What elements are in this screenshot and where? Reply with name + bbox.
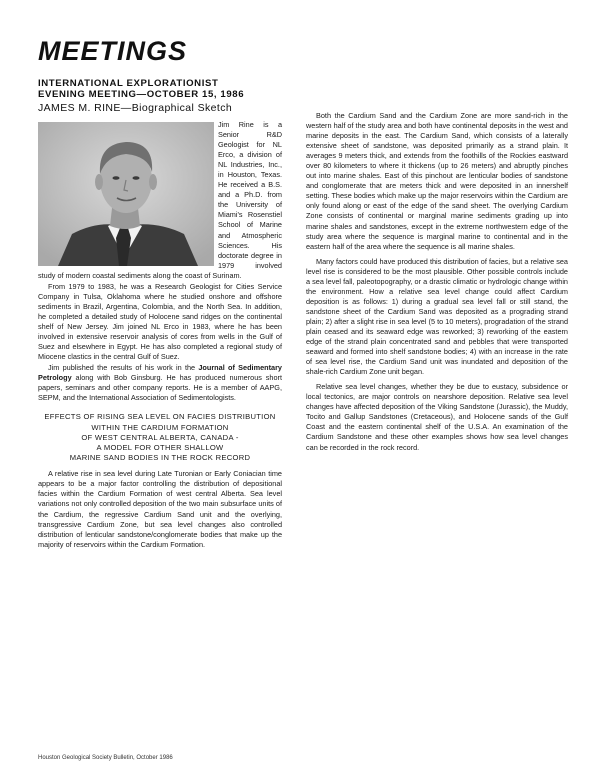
bio-paragraph-1: Jim Rine is a Senior R&D Geologist for NL Erco, a division of NL Industries, Inc., in Houston, Texas. He received a B.S. and a Ph.D. from the University of Miami's Rosenstiel School of Marine and Atmospheric Sciences. His doctorate degree in 1979 involved study of modern coastal sediments along the coast of Surinam. (38, 120, 282, 280)
paper-title-line-3: OF WEST CENTRAL ALBERTA, CANADA - (81, 432, 239, 442)
paper-title (38, 412, 282, 463)
abstract-paragraph-2: Both the Cardium Sand and the Cardium Zone are more sand-rich in the western half of the study area and both have continental deposits in the west and marine deposits in the east. The Cardium Sand, which consists of a laterally extensive sheet of sandstone, was deposited primarily as a strand plain. It averages 9 meters thick, and extends from the foothills of the Rockies eastward over 80 kilometers to where it thickens (up to 26 meters) and abruptly pinches out into marine shales. East of this pinchout are lenticular bodies of sandstone and conglomerate that are meters thick and were deposited in an innershelf setting. These bodies which make up the major reservoirs within the Cardium are only found along or east of the edge of the sand sheet. The overlying Cardium Zone consists of continental or marginal marine sediments grading up into marine shales and sandstones, except in the extreme northwestern edge of the study area where the sequence is marginal marine to continental and in the eastern half of the area where the sequence is all marine shales. (306, 111, 568, 251)
event-title-line-2: EVENING MEETING—OCTOBER 15, 1986 (38, 89, 245, 100)
left-column (38, 120, 282, 550)
author-heading: JAMES M. RINE—Biographical Sketch (38, 102, 233, 114)
paper-title-line-1: EFFECTS OF RISING SEA LEVEL ON FACIES DISTRIBUTION (44, 412, 276, 422)
paper-title-line-5: MARINE SAND BODIES IN THE ROCK RECORD (69, 453, 251, 463)
photo-wrap-spacer (38, 120, 218, 268)
bio-paragraph-3-text-a: Jim published the results of his work in the (48, 363, 199, 373)
paper-title-line-2: WITHIN THE CARDIUM FORMATION (91, 422, 229, 432)
bio-paragraph-3 (38, 363, 282, 403)
section-title: MEETINGS (38, 36, 188, 66)
paper-title-line-4: A MODEL FOR OTHER SHALLOW (96, 442, 224, 452)
abstract-paragraph-3: Many factors could have produced this distribution of facies, but a relative sea level rise is considered to be the most plausible. Other possible controls include a sea level fall, paleotopography, or a drastic climatic or hydrologic change within the environment. How a relative sea level change could affect Cardium deposition is as follows: 1) during a gradual sea level fall or still stand, the sandstone sheet of the Cardium Sand was deposited as a prograding strand plain; 2) after a slight rise in sea level (5 to 10 meters), progradation of the strand plain ceased and its seaward edge was reworked; 3) reworking of the eastern edge of the strand plain concentrated sand and pebbles that were transported seaward and formed into shelf sandstone bodies; 4) with an increase in the rate of sea level rise, the Cardium Sand unit was inundated and deposition of the shale-rich Cardium Zone unit began. (306, 256, 568, 377)
event-title-line-1: INTERNATIONAL EXPLORATIONIST (38, 78, 219, 89)
right-column (306, 111, 568, 453)
bio-paragraph-2: From 1979 to 1983, he was a Research Geologist for Cities Service Company in Tulsa, Oklahoma where he studied onshore and offshore sediments in Brazil, Argentina, Colombia, and the North Sea. In addition, he completed a detailed study of Holocene sand ridges on the continental shelf of New Jersey. Jim joined NL Erco in 1983, where he has been involved in extensive reservoir analysis of cores from wells in the Gulf of Suez and elsewhere in Egypt. He has also completed a regional study of Miocene clastics in the central Gulf of Suez. (38, 281, 282, 362)
abstract-paragraph-1: A relative rise in sea level during Late Turonian or Early Coniacian time appears to be a major factor controlling the distribution of depositional facies within the Cardium Formation of west central Alberta. Sea level variations not only controlled deposition of the two main subsurface units of the Cardium, the regressive Cardium Sand unit and the overlying, transgressive Cardium Zone, but sea level changes also controlled distribution of lenticular sandstone/conglomerate bodies that make up the majority of reservoirs within the Cardium Formation. (38, 469, 282, 549)
bio-paragraph-3-text-b: along with Bob Ginsburg. He has produced numerous short papers, seminars and other company reports. He is a member of AAPG, SEPM, and the International Association of Sedimentologists. (38, 373, 282, 403)
abstract-paragraph-4: Relative sea level changes, whether they be due to eustacy, subsidence or local tectonics, are major controls on nearshore deposition. Relative sea level changes have affected deposition of the Viking Sandstone (Jurassic), the Muddy, Tocito and Gallup Sandstones (Cretaceous), and Holocene sands of the Gulf Coast and the eastern continental shelf of the U.S.A. An examination of the Cardium Sandstone and these other examples shows how sea level changes can be recorded in the rock record. (306, 382, 568, 452)
journal-name: Journal of Sedimentary Petrology (38, 363, 282, 383)
page-footer: Houston Geological Society Bulletin, October 1986 (38, 755, 173, 761)
